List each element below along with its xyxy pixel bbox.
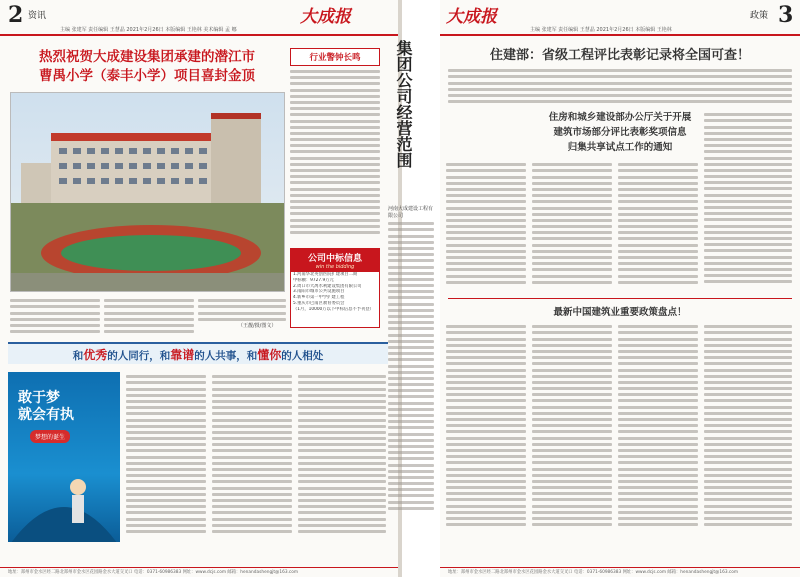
bid-item: （1月，10000万以下中标信息不予刊登） [293,306,374,312]
bid-info-box [290,248,380,328]
essay-column-3 [298,372,386,536]
notice-title-line: 住房和城乡建设部办公厅关于开展 [548,112,692,123]
essay-column-2 [212,372,292,536]
section-label: 政策 [750,11,769,21]
policy-column-4 [704,322,792,529]
newspaper-page-right [440,0,800,577]
bid-item: 中标额：9727.9万元 [293,277,334,283]
poster-tag: 梦想的诞生 [30,430,70,443]
slogan-banner [8,342,388,364]
footer-left: 地址：郑州市金水区经二路北郑州市金水区花园路金水大道交叉口 电话：0371-60986383 网址：www.dcjs.com 邮箱：henandashengjt@163.com [0,567,398,577]
poster-figure [8,447,120,542]
article-column-2 [104,296,194,336]
masthead-left [0,0,398,36]
bid-title: 公司中标信息 [291,249,379,264]
page-number: 2 [8,2,24,28]
slogan-part: 的人共事，和 [194,350,258,362]
policy-column-1 [446,322,526,529]
slogan-highlight: 靠谱 [170,348,195,362]
company-scope-strip [388,40,440,550]
policy-column-3 [618,322,698,529]
headline: 住建部：省级工程评比表彰记录将全国可查！ [489,48,750,63]
poster-line: 就会有执 [18,407,74,423]
poster-title [18,390,74,424]
bid-subtitle: win the bidding [291,264,379,272]
school-building-photo [10,92,285,292]
bid-item: 3.南阳市城市公共设施项目 [293,289,345,295]
bid-item: 4.新乡市第一中学扩建工程 [293,295,345,301]
headline-line-2: 曹禺小学（泰丰小学）项目喜封金顶 [39,68,255,84]
industry-alert-sidebar [290,48,380,237]
newspaper-page-left [0,0,398,577]
policy-column-2 [532,322,612,529]
notice-column-2 [532,160,612,287]
section-label: 资讯 [28,11,47,21]
divider [448,298,792,299]
article-column-3 [198,296,286,324]
bid-item: 1.河南华北英创医院扩建项目二期 [293,272,358,277]
slogan-part: 的人同行，和 [107,350,171,362]
notice-title-line: 建筑市场部分评比表彰奖项信息 [553,127,687,138]
poster-line: 敢于梦 [18,390,60,406]
brand-logo: 大成报 [300,7,351,27]
slogan-part: 的人相处 [281,350,324,362]
masthead-meta: 主编 张建军 责任编辑 王慧晶 2021年2月26日 本版编辑 王艳林 [530,27,672,33]
motivational-poster [8,372,120,542]
masthead-meta: 主编 张建军 责任编辑 王慧晶 2021年2月26日 本版编辑 王艳林 美术编辑 孟 娜 [60,27,237,33]
slogan-highlight: 优秀 [83,348,108,362]
sidebar-title: 行业警钟长鸣 [290,48,380,66]
page-number: 3 [778,2,794,28]
brand-logo: 大成报 [446,7,497,27]
scope-company: 河南大成建设工程有限公司 [388,206,434,219]
notice-title-line: 归集共享试点工作的通知 [567,142,673,153]
photo-illustration [11,93,285,292]
bid-item: 5.重庆市巴南区教育委员会 [293,300,345,306]
scope-title: 集团公司经营范围 [394,40,413,168]
slogan-part: 和 [72,350,84,362]
masthead-right [440,0,800,36]
notice-column-4 [704,110,792,286]
policy-headline: 最新中国建筑业重要政策盘点！ [553,307,687,318]
footer-right: 地址：郑州市金水区经二路北郑州市金水区花园路金水大道交叉口 电话：0371-60986383 网址：www.dcjs.com 邮箱：henandashengjt@163.com [440,567,800,577]
slogan-highlight: 懂你 [257,348,282,362]
bid-item: 2.周口市大禹水利建设集团有限公司 [293,283,362,289]
notice-column-1 [446,160,526,287]
scope-list [388,222,434,510]
article-column-1 [10,296,100,336]
photo-credit: （王靓/摄/图文） [238,323,277,329]
notice-column-3 [618,160,698,287]
sidebar-text [290,70,380,234]
headline [12,48,282,86]
lead-paragraph [448,66,792,106]
essay-column-1 [126,372,206,536]
headline-line-1: 热烈祝贺大成建设集团承建的潜江市 [39,49,255,65]
